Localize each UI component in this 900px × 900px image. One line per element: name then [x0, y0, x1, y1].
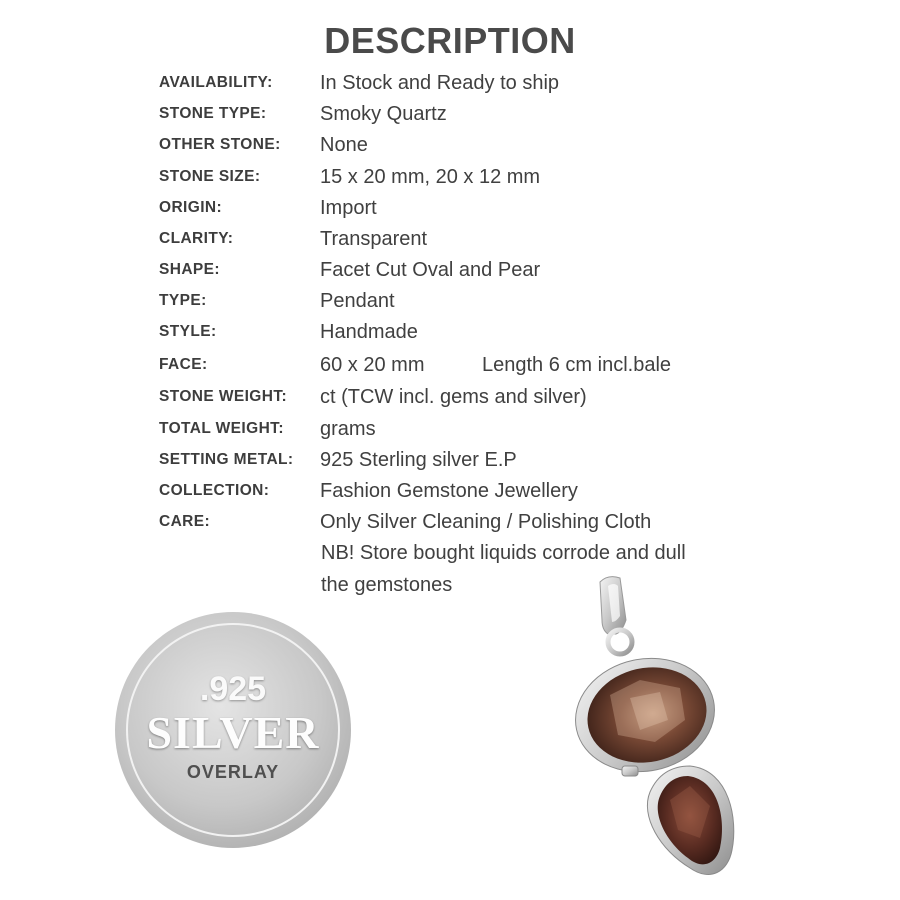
- spec-row-collection: [0, 480, 900, 510]
- spec-value: None: [320, 134, 368, 156]
- care-note-line-2: the gemstones: [321, 574, 453, 596]
- spec-row-stone-weight: [0, 386, 900, 416]
- spec-value: Facet Cut Oval and Pear: [320, 259, 541, 281]
- spec-row-setting-metal: [0, 449, 900, 479]
- spec-label: COLLECTION:: [159, 482, 270, 499]
- pendant-graphic: [560, 570, 750, 890]
- spec-label: AVAILABILITY:: [159, 74, 273, 91]
- spec-label: STONE WEIGHT:: [159, 388, 288, 405]
- spec-label: TOTAL WEIGHT:: [159, 420, 284, 437]
- silver-overlay-badge: [113, 610, 353, 850]
- spec-label: OTHER STONE:: [159, 136, 281, 153]
- spec-value: Fashion Gemstone Jewellery: [320, 480, 578, 502]
- spec-row-stone-size: [0, 166, 900, 196]
- spec-row-shape: [0, 259, 900, 289]
- spec-row-style: [0, 321, 900, 351]
- spec-value: Import: [320, 197, 377, 219]
- spec-value: Transparent: [320, 228, 428, 250]
- pendant-image: [560, 570, 750, 890]
- spec-label: SHAPE:: [159, 261, 220, 278]
- spec-label: SETTING METAL:: [159, 451, 294, 468]
- spec-row-care: [0, 511, 900, 541]
- spec-value: 925 Sterling silver E.P: [320, 449, 517, 471]
- spec-row-origin: [0, 197, 900, 227]
- spec-value: In Stock and Ready to ship: [320, 72, 560, 94]
- spec-row-type: [0, 290, 900, 320]
- spec-label: TYPE:: [159, 292, 207, 309]
- spec-row-total-weight: [0, 418, 900, 448]
- spec-value: Only Silver Cleaning / Polishing Cloth: [320, 511, 652, 533]
- spec-value: Handmade: [320, 321, 418, 343]
- badge-925-text: .925: [199, 670, 267, 708]
- page-title: DESCRIPTION: [324, 20, 576, 61]
- spec-label: CLARITY:: [159, 230, 234, 247]
- spec-label: STONE TYPE:: [159, 105, 267, 122]
- spec-value: grams: [320, 418, 376, 440]
- spec-row-stone-type: [0, 103, 900, 133]
- spec-value: 60 x 20 mm: [320, 354, 425, 376]
- spec-label: FACE:: [159, 356, 208, 373]
- spec-row-face: [0, 354, 900, 384]
- spec-value: Smoky Quartz: [320, 103, 447, 125]
- spec-row-clarity: [0, 228, 900, 258]
- badge-silver-text: SILVER: [146, 707, 320, 758]
- face-length-value: Length 6 cm incl.bale: [482, 354, 672, 376]
- care-note-line-1: NB! Store bought liquids corrode and dull: [321, 542, 686, 564]
- spec-value: Pendant: [320, 290, 395, 312]
- spec-label: CARE:: [159, 513, 211, 530]
- spec-value: ct (TCW incl. gems and silver): [320, 386, 587, 408]
- spec-label: STYLE:: [159, 323, 217, 340]
- spec-row-availability: [0, 72, 900, 102]
- spec-label: ORIGIN:: [159, 199, 223, 216]
- spec-label: STONE SIZE:: [159, 168, 261, 185]
- spec-row-other-stone: [0, 134, 900, 164]
- spec-value: 15 x 20 mm, 20 x 12 mm: [320, 166, 541, 188]
- badge-overlay-text: OVERLAY: [186, 762, 280, 782]
